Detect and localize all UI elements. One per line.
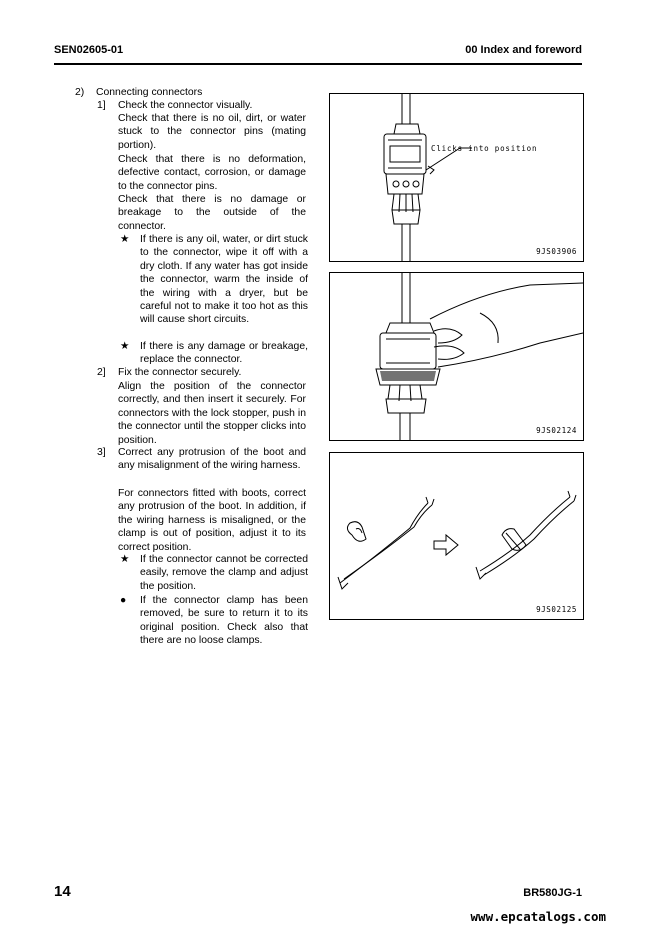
clamp-illustration (330, 453, 583, 619)
star-marker: ★ (120, 341, 130, 352)
step-1-paragraph-1: Check that there is no oil, dirt, or water stuck to the connector pins (mating portion). (118, 113, 306, 151)
step-3-number: 3] (97, 447, 106, 458)
section-heading: Connecting connectors (96, 87, 203, 98)
figure-1-callout: Clicks into position (431, 144, 538, 153)
step-2-title: Fix the connector securely. (118, 367, 242, 378)
figure-1-code: 9JS03906 (536, 247, 577, 256)
step-3-note-1: If the connector cannot be corrected easily, remove the clamp and adjust the position. (140, 554, 308, 592)
step-2-paragraph-1: Align the position of the connector correctly, and then insert it securely. For connectors with the lock stopper, push in the connector until the stopper clicks into position. (118, 381, 306, 446)
figure-2-code: 9JS02124 (536, 426, 577, 435)
figure-connector-visual-check (329, 93, 584, 262)
step-2-number: 2] (97, 367, 106, 378)
step-1-paragraph-3: Check that there is no damage or breakage to the outside of the connector. (118, 194, 306, 232)
star-marker: ★ (120, 554, 130, 565)
step-3-title: Correct any protrusion of the boot and any misalignment of the wiring harness. (118, 447, 306, 472)
page-number: 14 (54, 883, 71, 900)
step-1-paragraph-2: Check that there is no deformation, defective contact, corrosion, or damage to the connector pins. (118, 154, 306, 192)
step-3-note-2: If the connector clamp has been removed, be sure to return it to its original position. Check also that there are no loose clamps. (140, 595, 308, 647)
connector-illustration (330, 94, 583, 261)
model-number: BR580JG-1 (523, 887, 582, 899)
figure-3-code: 9JS02125 (536, 605, 577, 614)
star-marker: ★ (120, 234, 130, 245)
header-rule (54, 63, 582, 65)
section-title: 00 Index and foreword (465, 44, 582, 56)
watermark-text: www.epcatalogs.com (470, 909, 606, 924)
step-1-title: Check the connector visually. (118, 100, 253, 111)
step-1-note-1: If there is any oil, water, or dirt stuck to the connector, wipe it off with a dry cloth. If any water has got inside the connector, warm the inside of the wiring with a dryer, but be careful not to make it too hot as this will cause short circuits. (140, 234, 308, 326)
document-code: SEN02605-01 (54, 44, 124, 56)
step-1-number: 1] (97, 100, 106, 111)
section-number: 2) (75, 87, 85, 98)
bullet-marker: ● (120, 595, 127, 606)
figure-insert-connector (329, 272, 584, 441)
hand-connector-illustration (330, 273, 583, 440)
step-3-paragraph-1: For connectors fitted with boots, correct any protrusion of the boot. In addition, if the wiring harness is misaligned, or the clamp is out of position, adjust it to its correct position. (118, 488, 306, 553)
figure-clamp-adjustment (329, 452, 584, 620)
step-1-note-2: If there is any damage or breakage, replace the connector. (140, 341, 308, 366)
